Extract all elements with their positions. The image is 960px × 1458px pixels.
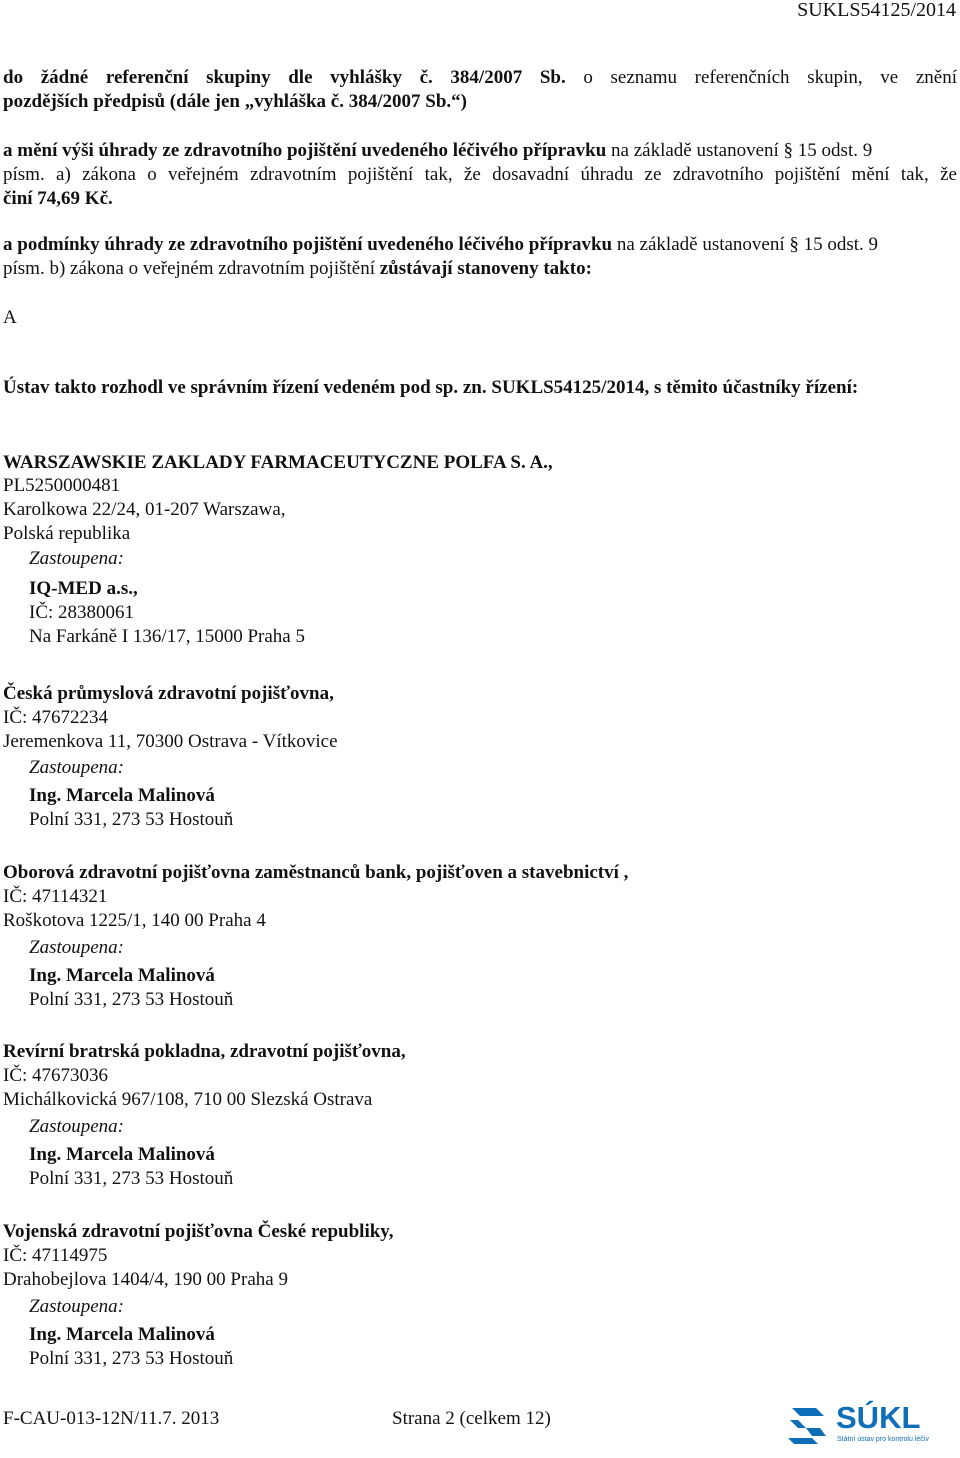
- applicant-rep-label: Zastoupena:: [29, 548, 124, 569]
- party-rep-address: Polní 331, 273 53 Hostouň: [29, 809, 234, 830]
- party-rep-name: Ing. Marcela Malinová: [29, 965, 215, 986]
- applicant-rep-name: IQ-MED a.s.,: [29, 578, 138, 599]
- intro-line-1: [3, 66, 957, 90]
- intro-rest: o seznamu referenčních skupin, ve znění: [565, 67, 957, 88]
- sukl-logo-tagline: Státní ústav pro kontrolu léčiv: [837, 1436, 929, 1443]
- para2-line-1: [3, 233, 878, 257]
- sukl-logo: [786, 1400, 956, 1450]
- party-address: Roškotova 1225/1, 140 00 Praha 4: [3, 910, 266, 931]
- para2-line-2: [3, 257, 592, 281]
- para2-bold-2: zůstávají stanoveny takto:: [379, 258, 592, 279]
- para2-rest: na základě ustanovení § 15 odst. 9: [612, 234, 879, 255]
- applicant-name: WARSZAWSKIE ZAKLADY FARMACEUTYCZNE POLFA S. A.,: [3, 452, 553, 473]
- party-rep-name: Ing. Marcela Malinová: [29, 785, 215, 806]
- party-rep-label: Zastoupena:: [29, 1116, 124, 1137]
- party-name: Oborová zdravotní pojišťovna zaměstnanců bank, pojišťoven a stavebnictví ,: [3, 862, 629, 883]
- party-name: Česká průmyslová zdravotní pojišťovna,: [3, 683, 334, 704]
- applicant-country: Polská republika: [3, 523, 131, 544]
- para1-bold: a mění výši úhrady ze zdravotního pojištění uvedeného léčivého přípravku: [3, 140, 607, 161]
- party-address: Jeremenkova 11, 70300 Ostrava - Vítkovice: [3, 731, 338, 752]
- intro-bold: do žádné referenční skupiny dle vyhlášky č. 384/2007 Sb.: [3, 67, 566, 88]
- party-rep-label: Zastoupena:: [29, 937, 124, 958]
- page-number: Strana 2 (celkem 12): [392, 1408, 551, 1429]
- decision-statement: Ústav takto rozhodl ve správním řízení vedeném pod sp. zn. SUKLS54125/2014, s těmito účastníky řízení:: [3, 377, 859, 398]
- party-rep-address: Polní 331, 273 53 Hostouň: [29, 989, 234, 1010]
- party-rep-address: Polní 331, 273 53 Hostouň: [29, 1168, 234, 1189]
- party-rep-name: Ing. Marcela Malinová: [29, 1324, 215, 1345]
- sukl-emblem-icon: [786, 1404, 830, 1448]
- party-id: IČ: 47672234: [3, 707, 109, 728]
- para2-rest-2: písm. b) zákona o veřejném zdravotním pojištění: [3, 258, 380, 279]
- para1-line-3: činí 74,69 Kč.: [3, 188, 113, 209]
- party-rep-name: Ing. Marcela Malinová: [29, 1144, 215, 1165]
- para2-bold: a podmínky úhrady ze zdravotního pojištění uvedeného léčivého přípravku: [3, 234, 613, 255]
- document-reference: SUKLS54125/2014: [797, 0, 956, 21]
- party-id: IČ: 47114321: [3, 886, 108, 907]
- applicant-rep-address: Na Farkáně I 136/17, 15000 Praha 5: [29, 626, 305, 647]
- party-id: IČ: 47114975: [3, 1245, 108, 1266]
- party-name: Vojenská zdravotní pojišťovna České republiky,: [3, 1221, 394, 1242]
- applicant-rep-id: IČ: 28380061: [29, 602, 135, 623]
- section-marker: A: [3, 307, 17, 328]
- party-id: IČ: 47673036: [3, 1065, 109, 1086]
- applicant-id: PL5250000481: [3, 475, 121, 496]
- para1-line-1: [3, 139, 872, 163]
- sukl-logo-name: SÚKL: [836, 1400, 921, 1435]
- form-code: F-CAU-013-12N/11.7. 2013: [3, 1408, 220, 1429]
- party-address: Drahobejlova 1404/4, 190 00 Praha 9: [3, 1269, 288, 1290]
- party-name: Revírní bratrská pokladna, zdravotní pojišťovna,: [3, 1041, 406, 1062]
- intro-line-2: pozdějších předpisů (dále jen „vyhláška č. 384/2007 Sb.“): [3, 91, 467, 112]
- para1-line-2: písm. a) zákona o veřejném zdravotním pojištění tak, že dosavadní úhradu ze zdravotního pojištění mění tak, že: [3, 164, 957, 185]
- para1-rest: na základě ustanovení § 15 odst. 9: [606, 140, 873, 161]
- party-address: Michálkovická 967/108, 710 00 Slezská Ostrava: [3, 1089, 373, 1110]
- party-rep-address: Polní 331, 273 53 Hostouň: [29, 1348, 234, 1369]
- party-rep-label: Zastoupena:: [29, 757, 124, 778]
- applicant-address: Karolkowa 22/24, 01-207 Warszawa,: [3, 499, 286, 520]
- party-rep-label: Zastoupena:: [29, 1296, 124, 1317]
